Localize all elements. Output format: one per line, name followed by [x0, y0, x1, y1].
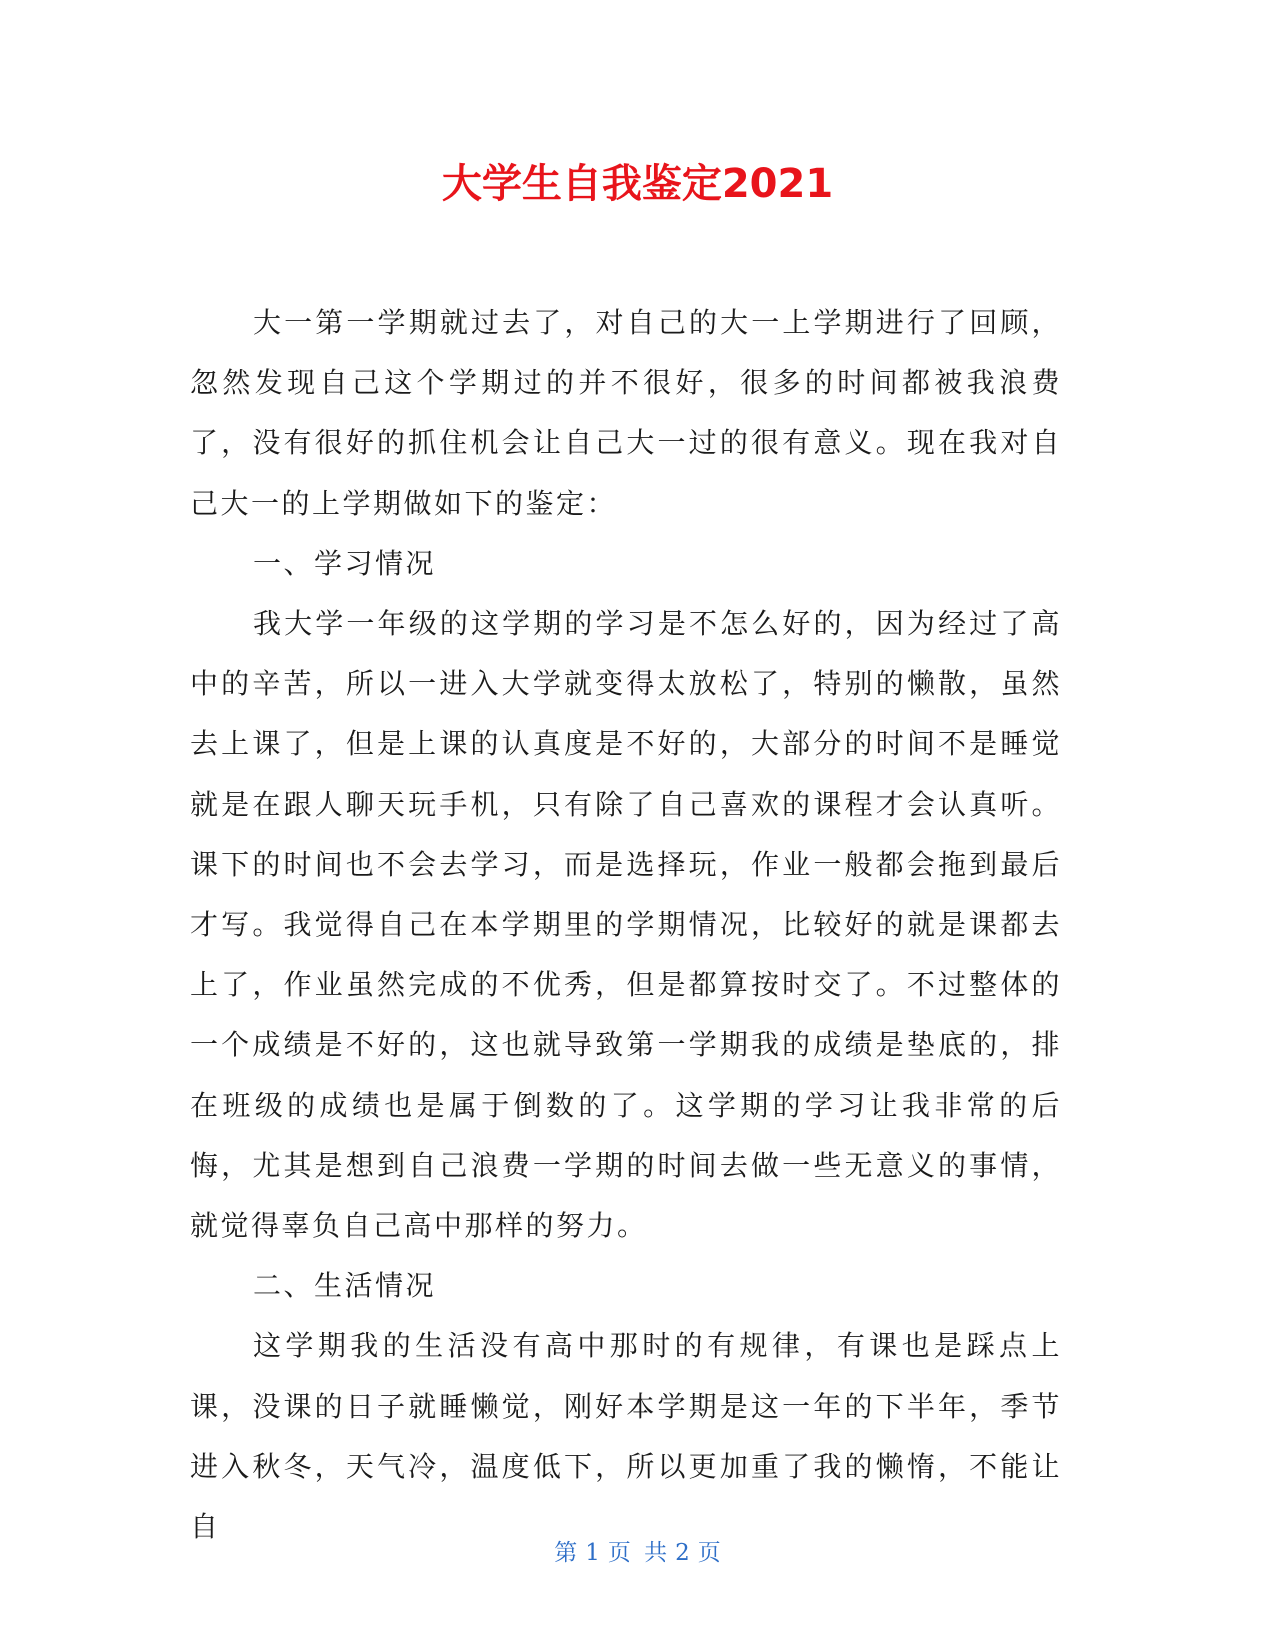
page-label-prefix: 第	[554, 1540, 578, 1566]
current-page-number: 1	[585, 1540, 600, 1566]
document-body	[190, 293, 1062, 1557]
paragraph-intro: 大一第一学期就过去了，对自己的大一上学期进行了回顾，忽然发现自己这个学期过的并不很好，很多的时间都被我浪费了，没有很好的抓住机会让自己大一过的很有意义。现在我对自己大一的上学期做如下的鉴定：	[190, 306, 1062, 520]
page-label-mid: 页 共	[607, 1540, 668, 1566]
page-label-suffix: 页	[697, 1540, 721, 1566]
section-heading-life: 二、生活情况	[253, 1269, 437, 1303]
total-pages-number: 2	[675, 1540, 690, 1566]
paragraph-study: 我大学一年级的这学期的学习是不怎么好的，因为经过了高中的辛苦，所以一进入大学就变得太放松了，特别的懒散，虽然去上课了，但是上课的认真度是不好的，大部分的时间不是睡觉就是在跟人聊天玩手机，只有除了自己喜欢的课程才会认真听。课下的时间也不会去学习，而是选择玩，作业一般都会拖到最后才写。我觉得自己在本学期里的学期情况，比较好的就是课都去上了，作业虽然完成的不优秀，但是都算按时交了。不过整体的一个成绩是不好的，这也就导致第一学期我的成绩是垫底的，排在班级的成绩也是属于倒数的了。这学期的学习让我非常的后悔，尤其是想到自己浪费一学期的时间去做一些无意义的事情，就觉得辜负自己高中那样的努力。	[190, 607, 1062, 1243]
document-title: 大学生自我鉴定2021	[441, 161, 834, 207]
section-heading-study: 一、学习情况	[253, 546, 437, 580]
page-footer	[0, 1538, 1275, 1568]
paragraph-life: 这学期我的生活没有高中那时的有规律，有课也是踩点上课，没课的日子就睡懒觉，刚好本学期是这一年的下半年，季节进入秋冬，天气冷，温度低下，所以更加重了我的懒惰，不能让自	[190, 1329, 1062, 1544]
